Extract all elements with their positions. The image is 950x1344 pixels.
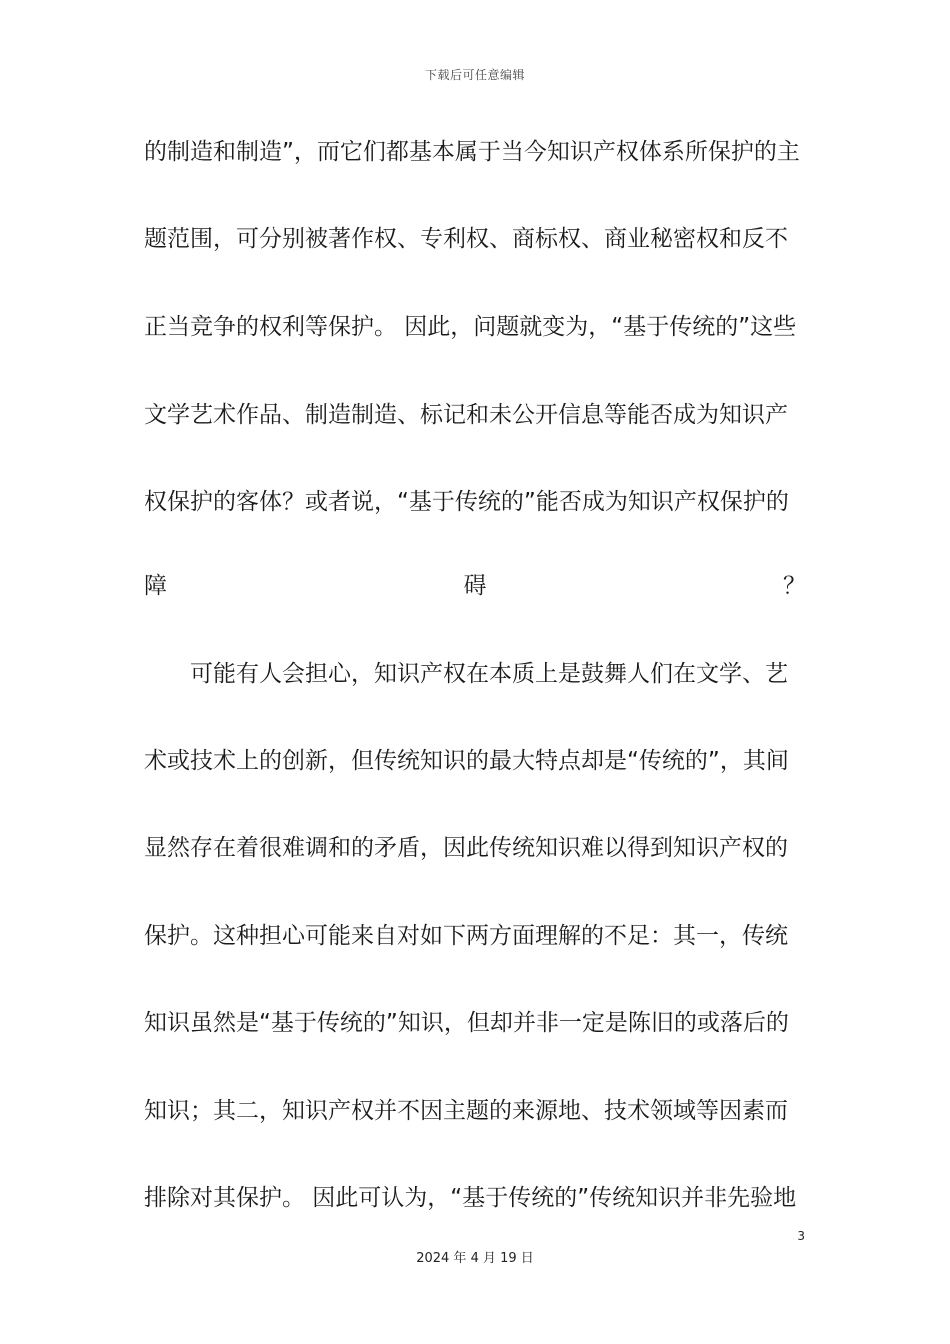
page-number: 3 <box>797 1229 805 1243</box>
page-header: 下载后可任意编辑 <box>424 68 525 82</box>
body-text-line: 知识；其二，知识产权并不因主题的来源地、技术领域等因素而 <box>144 1098 788 1124</box>
body-text-line: 正当竞争的权利等保护。 因此，问题就变为，“基于传统的”这些 <box>144 314 797 340</box>
body-text-line: 文学艺术作品、制造制造、标记和未公开信息等能否成为知识产 <box>144 402 788 428</box>
body-text-line-justified <box>144 568 806 604</box>
body-text-line: 排除对其保护。 因此可认为，“基于传统的”传统知识并非先验地 <box>144 1185 797 1211</box>
split-char-middle: 碍 <box>463 573 487 599</box>
body-text-line: 权保护的客体？或者说，“基于传统的”能否成为知识产权保护的 <box>144 489 789 515</box>
body-text-line: 题范围，可分别被著作权、专利权、商标权、商业秘密权和反不 <box>144 226 788 252</box>
split-char-left: 障 <box>144 573 167 599</box>
paragraph-first-line: 可能有人会担心，知识产权在本质上是鼓舞人们在文学、艺 <box>190 661 788 687</box>
footer-date: 2024 年 4 月 19 日 <box>416 1251 534 1266</box>
body-text-line: 知识虽然是“基于传统的”知识，但却并非一定是陈旧的或落后的 <box>144 1010 789 1036</box>
body-text-line: 保护。这种担心可能来自对如下两方面理解的不足：其一，传统 <box>144 923 788 949</box>
body-text-line: 的制造和制造”，而它们都基本属于当今知识产权体系所保护的主 <box>144 139 800 165</box>
split-char-right: ？ <box>783 573 806 599</box>
body-text-line: 显然存在着很难调和的矛盾，因此传统知识难以得到知识产权的 <box>144 835 788 861</box>
body-text-line: 术或技术上的创新，但传统知识的最大特点却是“传统的”，其间 <box>144 748 789 774</box>
